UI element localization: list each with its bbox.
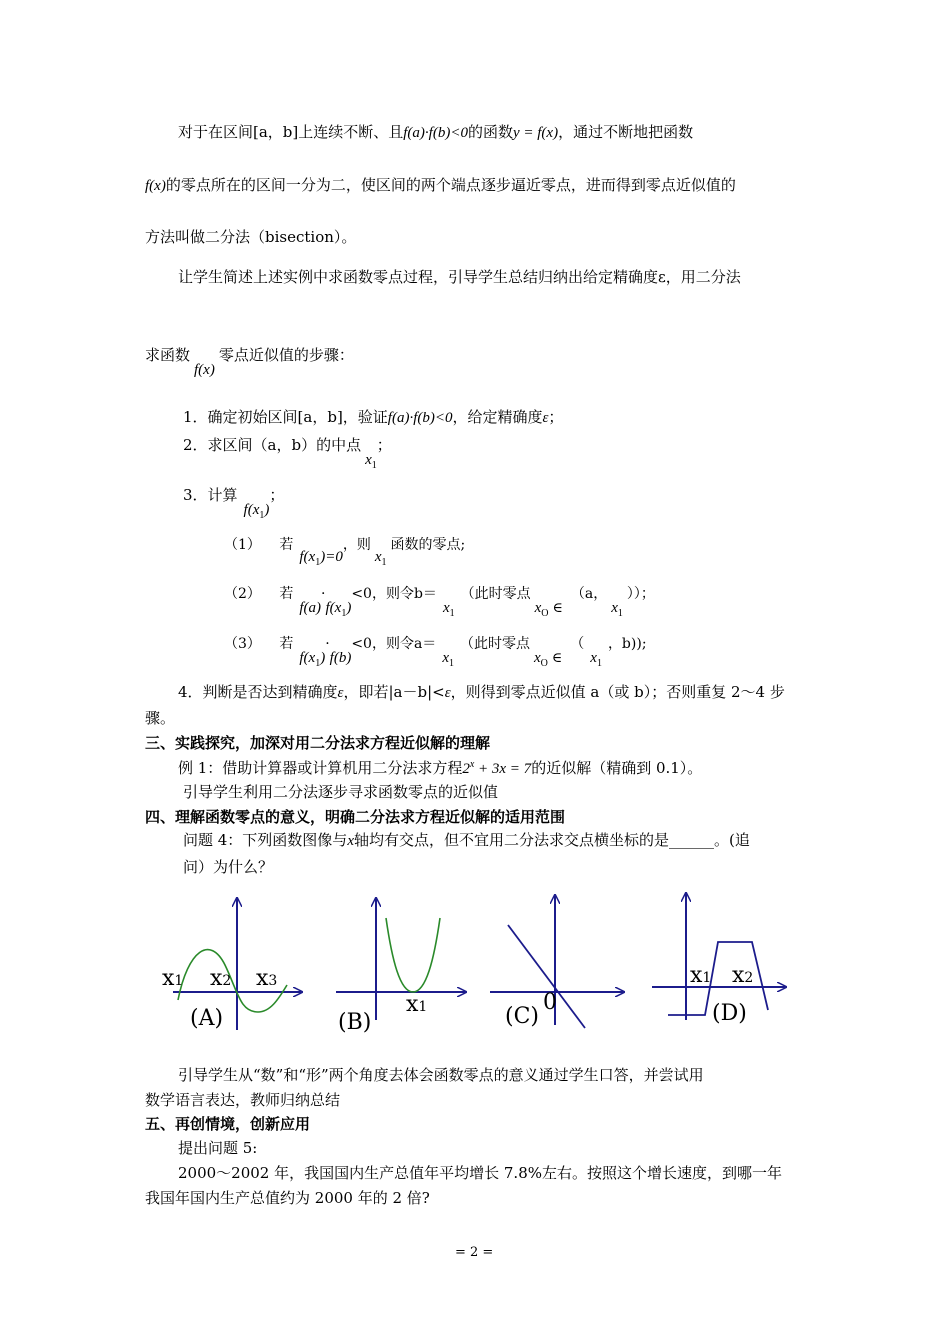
text: ，给定精确度 bbox=[452, 408, 543, 426]
subscript: 1 bbox=[381, 557, 387, 568]
graph-b-label-x1 bbox=[406, 994, 427, 1016]
dot: · bbox=[321, 586, 326, 602]
subscript: 1 bbox=[418, 999, 428, 1015]
text: 求函数 bbox=[145, 346, 191, 364]
subscript: 2 bbox=[744, 970, 754, 986]
text: （此时零点 bbox=[460, 586, 531, 602]
graph-a-label-x2 bbox=[210, 968, 231, 990]
text: <0，则令a＝ bbox=[351, 636, 437, 652]
x: x bbox=[442, 650, 449, 666]
graph-a-label-x1 bbox=[162, 968, 183, 990]
math-function: f(x) bbox=[194, 362, 215, 378]
fx: f(x bbox=[243, 502, 260, 518]
dot: · bbox=[325, 636, 330, 652]
graph-d-label-x1 bbox=[690, 965, 711, 987]
graph-b-curve bbox=[386, 918, 440, 992]
intro-line-4: 让学生简述上述实例中求函数零点过程，引导学生总结归纳出给定精确度ε，用二分法 bbox=[178, 268, 741, 286]
x: x bbox=[210, 966, 223, 991]
subscript: 1 bbox=[341, 608, 347, 619]
question-4-cont: 问）为什么？ bbox=[183, 858, 274, 876]
rest: + 3x = 7 bbox=[474, 761, 532, 777]
math-fb: f(b) bbox=[329, 650, 352, 666]
x: x bbox=[611, 600, 618, 616]
fx: f(x bbox=[299, 650, 316, 666]
step-4-cont: 骤。 bbox=[145, 709, 176, 727]
subscript: 1 bbox=[596, 658, 602, 669]
x: x bbox=[256, 966, 269, 991]
subscript: O bbox=[540, 658, 548, 669]
text: 对于在区间[a，b]上连续不断、且 bbox=[178, 123, 404, 141]
text: ； bbox=[269, 486, 285, 504]
subscript: 1 bbox=[617, 608, 623, 619]
text: ，则 bbox=[342, 537, 371, 553]
subscript: O bbox=[541, 608, 549, 619]
x: x bbox=[406, 992, 419, 1017]
text: ））； bbox=[626, 586, 655, 602]
section-4-title: 四、理解函数零点的意义，明确二分法求方程近似解的适用范围 bbox=[145, 808, 566, 826]
subscript: 1 bbox=[315, 658, 321, 669]
case-number: （1） bbox=[224, 537, 261, 553]
section-3-title: 三、实践探究，加深对用二分法求方程近似解的理解 bbox=[145, 734, 491, 752]
graph-d-caption: (D) bbox=[712, 1001, 747, 1026]
text: ，通过不断地把函数 bbox=[558, 123, 694, 141]
text: 的近似解（精确到 0.1）。 bbox=[531, 759, 703, 777]
paren: ) bbox=[346, 600, 352, 616]
in-symbol: ∈ bbox=[551, 650, 563, 666]
math-fa: f(a) bbox=[299, 600, 322, 616]
subscript: 1 bbox=[315, 557, 321, 568]
graph-a-caption: (A) bbox=[190, 1006, 224, 1031]
guide-line: 引导学生利用二分法逐步寻求函数零点的近似值 bbox=[183, 783, 499, 801]
x: x bbox=[732, 963, 745, 988]
x: x bbox=[590, 650, 597, 666]
text: （a， bbox=[570, 586, 608, 602]
case-number: （3） bbox=[224, 636, 261, 652]
x: x bbox=[690, 963, 703, 988]
x: x bbox=[374, 549, 382, 565]
question-5-line-2: 我国年国内生产总值约为 2000 年的 2 倍? bbox=[145, 1189, 430, 1207]
x: x bbox=[162, 966, 175, 991]
after-line-1: 引导学生从“数”和“形”两个角度去体会函数零点的意义通过学生口答，并尝试用 bbox=[178, 1066, 704, 1084]
text: 函数的零点; bbox=[390, 537, 466, 553]
math-function: y = f(x) bbox=[512, 125, 559, 141]
text: <0，则令b＝ bbox=[351, 586, 437, 602]
text: ； bbox=[548, 408, 564, 426]
after-line-2: 数学语言表达，教师归纳总结 bbox=[145, 1091, 341, 1109]
subscript: 1 bbox=[702, 970, 712, 986]
section-5-title: 五、再创情境，创新应用 bbox=[145, 1115, 311, 1133]
math-epsilon: ε bbox=[542, 410, 549, 426]
case-number: （2） bbox=[224, 586, 261, 602]
eq: )=0 bbox=[320, 549, 343, 565]
graph-b-caption: (B) bbox=[338, 1010, 372, 1035]
exponent: x bbox=[469, 759, 475, 770]
math-epsilon: ε bbox=[337, 685, 344, 701]
subscript: 2 bbox=[222, 973, 232, 989]
text: ，则得到零点近似值 a（或 b）；否则重复 2～4 步 bbox=[450, 683, 785, 701]
subscript: 1 bbox=[449, 608, 455, 619]
base: 2 bbox=[462, 761, 470, 777]
graph-a-label-x3 bbox=[256, 968, 277, 990]
fx: f(x bbox=[325, 600, 342, 616]
in-symbol: ∈ bbox=[552, 600, 563, 616]
graph-d-label-x2 bbox=[732, 965, 753, 987]
text: ； bbox=[376, 436, 392, 454]
intro-line-3: 方法叫做二分法（bisection）。 bbox=[145, 228, 357, 246]
text: 问题 4：下列函数图像与 bbox=[183, 831, 348, 849]
text: ，b)); bbox=[607, 636, 647, 652]
subscript: 1 bbox=[259, 510, 265, 521]
text: 4．判断是否达到精确度 bbox=[178, 683, 338, 701]
graph-c-origin: 0 bbox=[543, 990, 557, 1015]
question-5: 提出问题 5: bbox=[178, 1139, 258, 1157]
text: 3．计算 bbox=[183, 486, 238, 504]
graph-c-caption: (C) bbox=[505, 1004, 539, 1029]
subscript: 1 bbox=[371, 460, 377, 471]
subscript: 1 bbox=[174, 973, 184, 989]
paren: ) bbox=[264, 502, 270, 518]
paren: ) bbox=[320, 650, 326, 666]
subscript: 3 bbox=[268, 973, 278, 989]
text: 的函数 bbox=[467, 123, 513, 141]
text: （此时零点 bbox=[459, 636, 530, 652]
text: 的零点所在的区间一分为二，使区间的两个端点逐步逼近零点，进而得到零点近似值的 bbox=[165, 176, 736, 194]
text: 1．确定初始区间[a，b]，验证 bbox=[183, 408, 388, 426]
text: 轴均有交点，但不宜用二分法求交点横坐标的是______。(追 bbox=[354, 831, 750, 849]
text: 2．求区间（a，b）的中点 bbox=[183, 436, 362, 454]
text: 零点近似值的步骤： bbox=[218, 346, 354, 364]
x: x bbox=[534, 600, 542, 616]
subscript: 1 bbox=[448, 658, 454, 669]
x: x bbox=[442, 600, 450, 616]
question-5-line-1: 2000～2002 年，我国国内生产总值年平均增长 7.8%左右。按照这个增长速度，到哪一年 bbox=[178, 1164, 782, 1182]
page-number: = 2 = bbox=[455, 1245, 494, 1260]
math-function: f(x) bbox=[145, 178, 166, 194]
graph-b bbox=[336, 898, 466, 1020]
math-condition: f(a)·f(b)<0 bbox=[387, 410, 453, 426]
text: 例 1：借助计算器或计算机用二分法求方程 bbox=[178, 759, 463, 777]
text: 若 bbox=[279, 537, 294, 553]
fx: f(x bbox=[299, 549, 316, 565]
math-epsilon: ε bbox=[444, 685, 451, 701]
x: x bbox=[533, 650, 541, 666]
math-x: x bbox=[347, 833, 354, 849]
math-condition: f(a)·f(b)<0 bbox=[403, 125, 468, 141]
x: x bbox=[365, 452, 372, 468]
text: ，即若|a－b|< bbox=[343, 683, 445, 701]
text: 若 bbox=[279, 586, 294, 602]
text: 若 bbox=[279, 636, 294, 652]
text: （ bbox=[570, 636, 585, 652]
